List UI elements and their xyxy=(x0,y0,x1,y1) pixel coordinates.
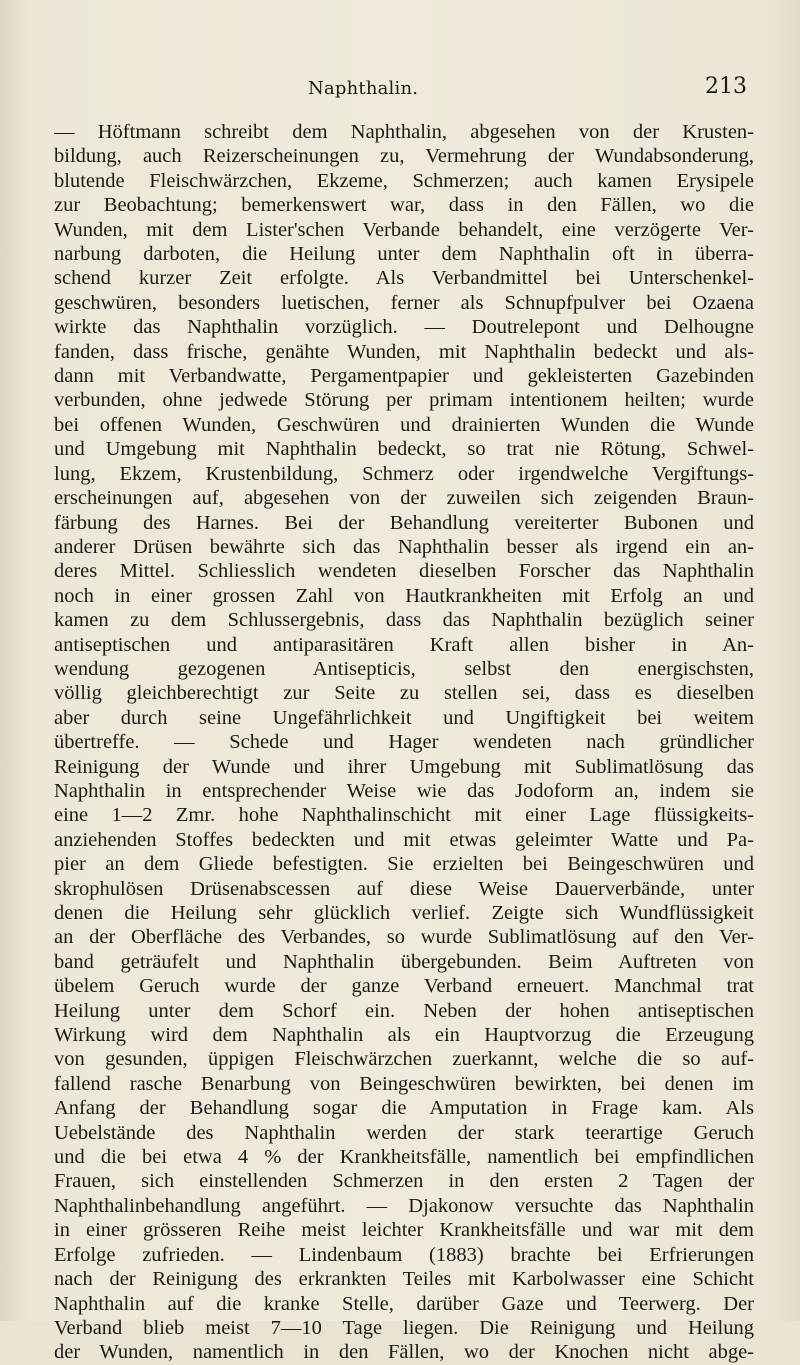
text-line: fanden, dass frische, genähte Wunden, mit Naphthalin bedeckt und als- xyxy=(54,340,754,363)
text-line: Naphthalinbehandlung angeführt. — Djakonow versuchte das Naphthalin xyxy=(54,1194,754,1217)
text-line: nach der Reinigung des erkrankten Teiles mit Karbolwasser eine Schicht xyxy=(54,1268,754,1291)
text-line: Frauen, sich einstellenden Schmerzen in den ersten 2 Tagen der xyxy=(54,1170,754,1193)
text-line: geschwüren, besonders luetischen, ferner als Schnupfpulver bei Ozaena xyxy=(54,291,754,314)
body-text xyxy=(54,120,754,1365)
text-line: skrophulösen Drüsenabscessen auf diese Weise Dauerverbände, unter xyxy=(54,877,754,900)
text-line: an der Oberfläche des Verbandes, so wurde Sublimatlösung auf den Ver- xyxy=(54,926,754,949)
text-line: Verband blieb meist 7—10 Tage liegen. Die Reinigung und Heilung xyxy=(54,1316,754,1339)
text-line: anziehenden Stoffes bedeckten und mit etwas geleimter Watte und Pa- xyxy=(54,828,754,851)
page-number: 213 xyxy=(705,74,747,99)
text-line: erscheinungen auf, abgesehen von der zuweilen sich zeigenden Braun- xyxy=(54,487,754,510)
text-line: der Wunden, namentlich in den Fällen, wo der Knochen nicht abge- xyxy=(54,1341,754,1364)
text-line: antiseptischen und antiparasitären Kraft allen bisher in An- xyxy=(54,633,754,656)
text-line: wendung gezogenen Antisepticis, selbst den energischsten, xyxy=(54,657,754,680)
text-line: und Umgebung mit Naphthalin bedeckt, so trat nie Rötung, Schwel- xyxy=(54,438,754,461)
text-line: kamen zu dem Schlussergebnis, dass das Naphthalin bezüglich seiner xyxy=(54,609,754,632)
text-line: lung, Ekzem, Krustenbildung, Schmerz oder irgendwelche Vergiftungs- xyxy=(54,462,754,485)
text-line: wirkte das Naphthalin vorzüglich. — Doutrelepont und Delhougne xyxy=(54,316,754,339)
text-line: völlig gleichberechtigt zur Seite zu stellen sei, dass es dieselben xyxy=(54,682,754,705)
text-line: eine 1—2 Zmr. hohe Naphthalinschicht mit einer Lage flüssigkeits- xyxy=(54,804,754,827)
text-line: dann mit Verbandwatte, Pergamentpapier und gekleisterten Gazebinden xyxy=(54,365,754,388)
text-line: Naphthalin in entsprechender Weise wie das Jodoform an, indem sie xyxy=(54,779,754,802)
text-line: verbunden, ohne jedwede Störung per primam intentionem heilten; wurde xyxy=(54,389,754,412)
text-line: färbung des Harnes. Bei der Behandlung vereiterter Bubonen und xyxy=(54,511,754,534)
text-line: bei offenen Wunden, Geschwüren und drainierten Wunden die Wunde xyxy=(54,413,754,436)
text-line: band geträufelt und Naphthalin übergebunden. Beim Auftreten von xyxy=(54,950,754,973)
text-line: deres Mittel. Schliesslich wendeten dieselben Forscher das Naphthalin xyxy=(54,560,754,583)
text-line: fallend rasche Benarbung von Beingeschwüren bewirkten, bei denen im xyxy=(54,1072,754,1095)
text-line: blutende Fleischwärzchen, Ekzeme, Schmerzen; auch kamen Erysipele xyxy=(54,169,754,192)
text-line: anderer Drüsen bewährte sich das Naphthalin besser als irgend ein an- xyxy=(54,535,754,558)
text-line: Uebelstände des Naphthalin werden der stark teerartige Geruch xyxy=(54,1121,754,1144)
text-line: denen die Heilung sehr glücklich verlief. Zeigte sich Wundflüssigkeit xyxy=(54,902,754,924)
text-line: übertreffe. — Schede und Hager wendeten nach gründlicher xyxy=(54,731,754,754)
text-line: Wirkung wird dem Naphthalin als ein Hauptvorzug die Erzeugung xyxy=(54,1024,754,1047)
text-line: und die bei etwa 4 % der Krankheitsfälle, namentlich bei empfindlichen xyxy=(54,1146,754,1169)
text-line: zur Beobachtung; bemerkenswert war, dass in den Fällen, wo die xyxy=(54,194,754,217)
text-line: Anfang der Behandlung sogar die Amputation in Frage kam. Als xyxy=(54,1097,754,1120)
text-line: — Höftmann schreibt dem Naphthalin, abgesehen von der Krusten- xyxy=(54,121,754,143)
text-line: schend kurzer Zeit erfolgte. Als Verbandmittel bei Unterschenkel- xyxy=(54,267,754,290)
text-line: bildung, auch Reizerscheinungen zu, Vermehrung der Wundabsonderung, xyxy=(54,145,754,168)
text-line: Naphthalin auf die kranke Stelle, darüber Gaze und Teerwerg. Der xyxy=(54,1292,754,1315)
text-line: in einer grösseren Reihe meist leichter Krankheitsfälle und war mit dem xyxy=(54,1219,754,1242)
text-line: pier an dem Gliede befestigten. Sie erzielten bei Beingeschwüren und xyxy=(54,853,754,876)
page-header xyxy=(0,60,800,100)
text-line: Erfolge zufrieden. — Lindenbaum (1883) brachte bei Erfrierungen xyxy=(54,1243,754,1266)
text-line: noch in einer grossen Zahl von Hautkrankheiten mit Erfolg an und xyxy=(54,584,754,607)
text-line: übelem Geruch wurde der ganze Verband erneuert. Manchmal trat xyxy=(54,975,754,998)
text-line: aber durch seine Ungefährlichkeit und Ungiftigkeit bei weitem xyxy=(54,706,754,729)
text-line: Wunden, mit dem Lister'schen Verbande behandelt, eine verzögerte Ver- xyxy=(54,218,754,241)
text-line: Reinigung der Wunde und ihrer Umgebung mit Sublimatlösung das xyxy=(54,755,754,778)
text-line: Heilung unter dem Schorf ein. Neben der hohen antiseptischen xyxy=(54,999,754,1022)
text-line: narbung darboten, die Heilung unter dem Naphthalin oft in überra- xyxy=(54,243,754,266)
text-line: von gesunden, üppigen Fleischwärzchen zuerkannt, welche die so auf- xyxy=(54,1048,754,1071)
running-title: Naphthalin. xyxy=(308,78,419,99)
